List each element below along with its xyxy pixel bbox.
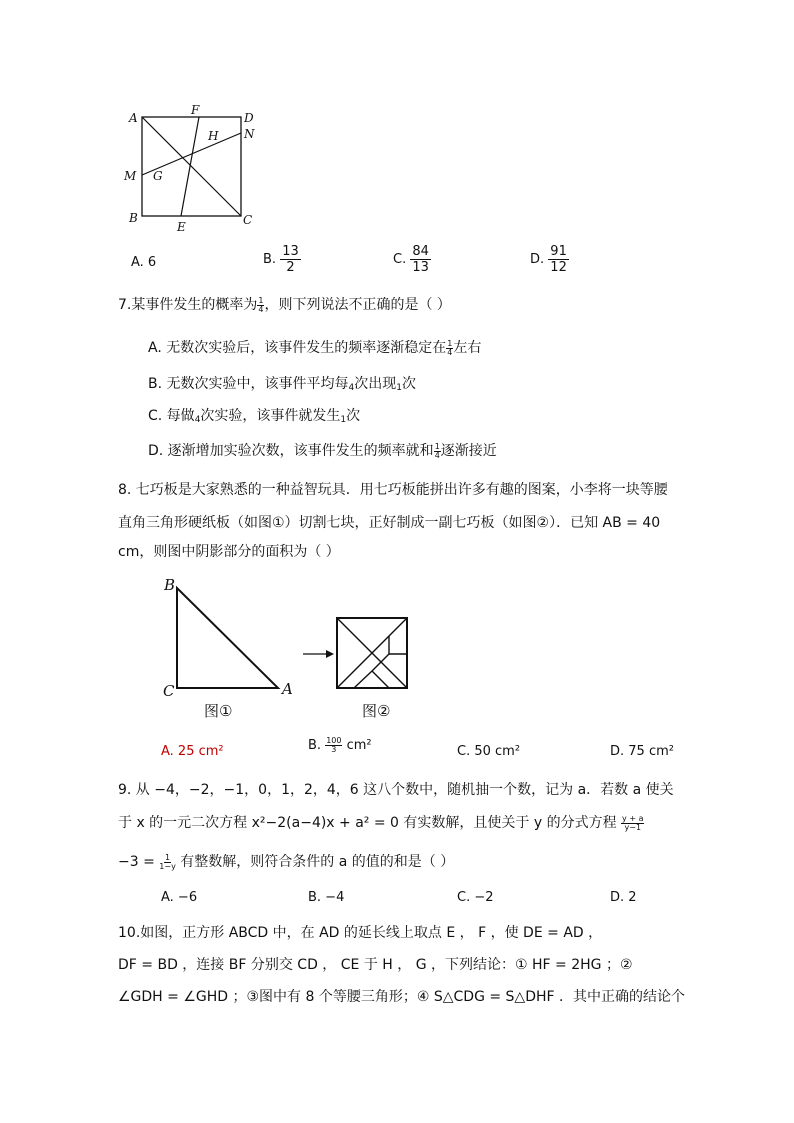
- isosceles-right-triangle: [177, 588, 278, 688]
- q9-line-3-den: 1−y: [159, 861, 176, 871]
- q8-line-2: 直角三角形硬纸板（如图①）切割七块，正好制成一副七巧板（如图②）．已知 AB = 40: [118, 515, 661, 531]
- q6-option-b-num: 13: [282, 244, 299, 259]
- q7-option-d-fraction: [434, 443, 441, 460]
- label-n: N: [244, 127, 255, 141]
- q9-line-1: 9. 从 −4，−2，−1，0，1，2，4，6 这八个数中，随机抽一个数，记为 a．若数 a 使关: [118, 782, 674, 798]
- q8-option-b-fraction: [325, 737, 342, 754]
- q6-option-d[interactable]: [530, 245, 569, 274]
- q9-line-2: [118, 812, 644, 832]
- q10-line-2: DF = BD ，连接 BF 分别交 CD ， CE 于 H ， G ，下列结论：① HF = 2HG ；②: [118, 957, 633, 973]
- q7-option-c-n2: 1: [340, 415, 347, 425]
- q8-option-d-text: D. 75 cm²: [610, 744, 674, 759]
- fig1-label-b: B: [164, 576, 176, 594]
- q7-option-d[interactable]: [148, 440, 497, 460]
- q6-option-c[interactable]: [393, 245, 431, 274]
- q6-option-b-prefix: B.: [263, 252, 277, 267]
- tangram-square: [337, 618, 407, 688]
- q7-stem-pre: 7.某事件发生的概率为: [118, 297, 258, 313]
- q7-option-c-mid: 次实验，该事件就发生: [200, 408, 341, 424]
- q6-option-d-fraction: [548, 245, 569, 274]
- q8-option-c[interactable]: [457, 744, 520, 759]
- q6-option-c-prefix: C.: [393, 252, 407, 267]
- q7-option-c[interactable]: [148, 405, 360, 425]
- q9-option-a-text: A. −6: [161, 890, 198, 905]
- q7-option-d-num: 1: [434, 441, 440, 451]
- label-e: E: [177, 220, 186, 234]
- q7-option-c-post: 次: [346, 408, 361, 424]
- q8-option-b-prefix: B.: [308, 738, 322, 753]
- q9-line-3-fraction: [159, 854, 176, 871]
- q7-option-b-post: 次出现: [354, 376, 397, 392]
- fig2-caption: 图②: [362, 702, 391, 720]
- q7-option-d-den: 4: [434, 450, 440, 460]
- label-b: B: [129, 211, 138, 225]
- q9-option-d-text: D. 2: [610, 890, 637, 905]
- label-d: D: [244, 111, 254, 125]
- segment-fe: [181, 117, 199, 216]
- q9-line-2-text: 于 x 的一元二次方程 x²−2(a−4)x + a² = 0 有实数解，且使关于 y 的分式方程: [118, 815, 617, 831]
- tangram-figures: [150, 570, 440, 730]
- q8-option-a[interactable]: [161, 744, 224, 759]
- q7-option-d-post: 逐渐接近: [440, 443, 497, 459]
- q7-option-c-n: 4: [194, 415, 201, 425]
- segment-ac: [142, 117, 241, 216]
- label-f: F: [191, 103, 200, 117]
- q9-option-d[interactable]: [610, 890, 637, 905]
- q9-line-3: [118, 851, 454, 871]
- q7-option-c-pre: C. 每做: [148, 408, 195, 424]
- q7-stem-post: ，则下列说法不正确的是（ ）: [264, 297, 451, 313]
- q6-option-b-den: 2: [286, 260, 295, 275]
- q7-option-a[interactable]: [148, 337, 481, 357]
- fig1-caption: 图①: [204, 702, 233, 720]
- q9-line-2-num: y + a: [622, 813, 644, 823]
- q7-option-b-pre: B. 无数次实验中，该事件平均每: [148, 376, 349, 392]
- q7-option-a-pre: A. 无数次实验后，该事件发生的频率逐渐稳定在: [148, 340, 447, 356]
- q7-option-b-post2: 次: [401, 376, 416, 392]
- q9-line-2-fraction: [621, 815, 644, 832]
- square-abcd-figure: [115, 100, 275, 240]
- q6-option-d-den: 12: [550, 260, 567, 275]
- q7-stem-num: 1: [258, 295, 264, 305]
- q7-option-b-n2: 1: [396, 383, 402, 393]
- label-h: H: [208, 129, 219, 143]
- q9-line-3-num: 1: [165, 852, 171, 862]
- q9-option-c-text: C. −2: [457, 890, 494, 905]
- q8-option-c-text: C. 50 cm²: [457, 744, 521, 759]
- q9-option-b-text: B. −4: [308, 890, 345, 905]
- q10-line-1: 10.如图，正方形 ABCD 中，在 AD 的延长线上取点 E ， F ，使 DE = AD ，: [118, 925, 603, 941]
- q9-option-c[interactable]: [457, 890, 494, 905]
- q8-line-3: cm，则图中阴影部分的面积为（ ）: [118, 544, 340, 560]
- q9-line-3-post: 有整数解，则符合条件的 a 的值的和是（ ）: [180, 854, 455, 870]
- q6-option-a-text: A. 6: [131, 255, 157, 270]
- q8-option-a-text: A. 25 cm²: [161, 744, 224, 759]
- label-a: A: [129, 111, 138, 125]
- q10-line-3: ∠GDH = ∠GHD ；③图中有 8 个等腰三角形；④ S△CDG = S△DHF ．其中正确的结论个: [118, 989, 686, 1005]
- q7-stem: [118, 294, 451, 314]
- q7-option-d-pre: D. 逐渐增加实验次数，该事件发生的频率就和: [148, 443, 434, 459]
- q8-option-b-den: 3: [331, 745, 337, 754]
- q6-option-c-den: 13: [412, 260, 429, 275]
- fig1-label-a: A: [282, 680, 293, 698]
- q6-option-b[interactable]: [263, 245, 301, 274]
- q9-line-3-pre: −3 =: [118, 854, 155, 870]
- q6-option-d-prefix: D.: [530, 252, 545, 267]
- q7-option-a-den: 4: [447, 347, 453, 357]
- label-m: M: [124, 169, 137, 183]
- q8-line-1: 8. 七巧板是大家熟悉的一种益智玩具．用七巧板能拼出许多有趣的图案，小李将一块等腰: [118, 482, 668, 498]
- q8-option-b-unit: cm²: [346, 738, 372, 753]
- q9-option-a[interactable]: [161, 890, 197, 905]
- label-g: G: [153, 169, 163, 183]
- label-c: C: [243, 213, 253, 227]
- q6-option-b-fraction: [280, 245, 301, 274]
- q6-option-c-fraction: [410, 245, 431, 274]
- q9-option-b[interactable]: [308, 890, 344, 905]
- q8-option-b[interactable]: [308, 737, 372, 754]
- q6-option-a[interactable]: [131, 255, 156, 270]
- q7-option-a-num: 1: [447, 338, 453, 348]
- q6-option-d-num: 91: [550, 244, 567, 259]
- q7-option-b-n: 4: [348, 383, 355, 393]
- q8-option-b-num: 100: [326, 736, 342, 745]
- q7-stem-den: 4: [258, 304, 264, 314]
- q7-option-b[interactable]: [148, 373, 416, 393]
- q9-line-2-den: y−1: [624, 822, 642, 832]
- fig1-label-c: C: [163, 682, 175, 700]
- q6-option-c-num: 84: [412, 244, 429, 259]
- q7-option-a-post: 左右: [453, 340, 482, 356]
- q8-option-d[interactable]: [610, 744, 674, 759]
- arrow-head: [326, 650, 334, 658]
